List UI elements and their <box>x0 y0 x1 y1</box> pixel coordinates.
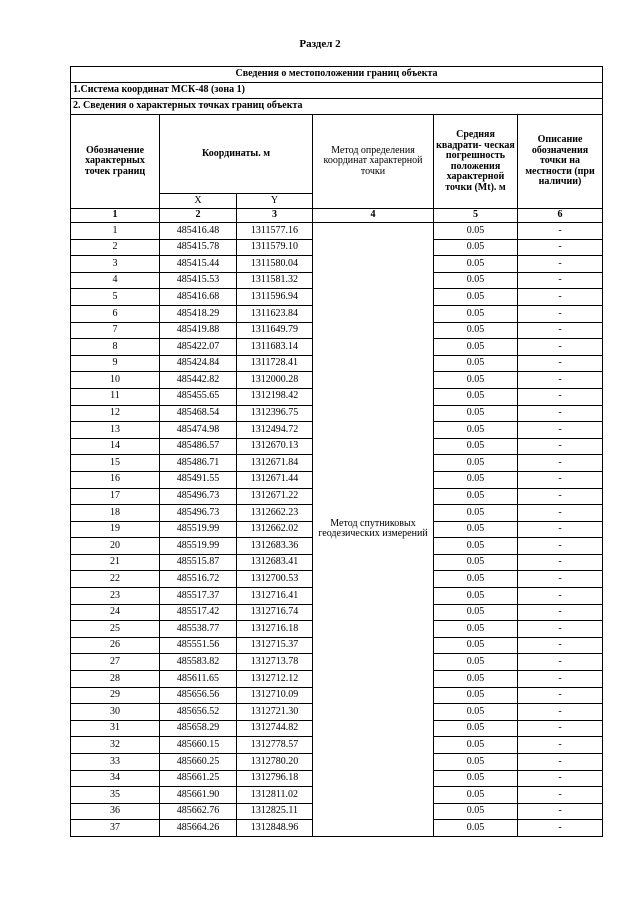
header-error: Средняя квадрати- ческая погрешность положения характерной точки (Mt). м <box>434 115 518 209</box>
point-description: - <box>518 571 603 588</box>
coord-x: 485419.88 <box>160 322 237 339</box>
table-caption: Сведения о местоположении границ объекта <box>71 67 603 83</box>
coord-x: 485496.73 <box>160 505 237 522</box>
error-value: 0.05 <box>434 637 518 654</box>
point-description: - <box>518 704 603 721</box>
column-number: 6 <box>518 209 603 223</box>
point-number: 35 <box>71 787 160 804</box>
error-value: 0.05 <box>434 455 518 472</box>
point-description: - <box>518 754 603 771</box>
point-number: 6 <box>71 305 160 322</box>
error-value: 0.05 <box>434 754 518 771</box>
point-number: 17 <box>71 488 160 505</box>
point-description: - <box>518 388 603 405</box>
error-value: 0.05 <box>434 720 518 737</box>
header-x: X <box>160 194 237 209</box>
coord-y: 1312710.09 <box>237 687 313 704</box>
coord-y: 1312721.30 <box>237 704 313 721</box>
error-value: 0.05 <box>434 239 518 256</box>
error-value: 0.05 <box>434 588 518 605</box>
point-number: 20 <box>71 538 160 555</box>
point-number: 25 <box>71 621 160 638</box>
coord-y: 1312700.53 <box>237 571 313 588</box>
error-value: 0.05 <box>434 289 518 306</box>
point-description: - <box>518 455 603 472</box>
error-value: 0.05 <box>434 604 518 621</box>
coord-y: 1312715.37 <box>237 637 313 654</box>
column-number: 1 <box>71 209 160 223</box>
coord-x: 485664.26 <box>160 820 237 837</box>
point-description: - <box>518 372 603 389</box>
coord-y: 1312778.57 <box>237 737 313 754</box>
coord-x: 485442.82 <box>160 372 237 389</box>
coord-x: 485538.77 <box>160 621 237 638</box>
coord-y: 1312671.84 <box>237 455 313 472</box>
point-number: 1 <box>71 223 160 240</box>
error-value: 0.05 <box>434 737 518 754</box>
point-number: 23 <box>71 588 160 605</box>
point-description: - <box>518 521 603 538</box>
coord-x: 485517.37 <box>160 588 237 605</box>
coord-x: 485658.29 <box>160 720 237 737</box>
point-description: - <box>518 305 603 322</box>
point-number: 12 <box>71 405 160 422</box>
point-number: 16 <box>71 471 160 488</box>
coord-x: 485486.57 <box>160 438 237 455</box>
coordinate-system-row: 1.Система координат МСК-48 (зона 1) <box>71 83 603 99</box>
point-description: - <box>518 720 603 737</box>
point-description: - <box>518 770 603 787</box>
error-value: 0.05 <box>434 505 518 522</box>
error-value: 0.05 <box>434 571 518 588</box>
coord-x: 485660.15 <box>160 737 237 754</box>
error-value: 0.05 <box>434 272 518 289</box>
error-value: 0.05 <box>434 538 518 555</box>
point-description: - <box>518 588 603 605</box>
error-value: 0.05 <box>434 554 518 571</box>
coord-y: 1312825.11 <box>237 803 313 820</box>
method-cell: Метод спутниковых геодезических измерений <box>313 223 434 837</box>
point-number: 13 <box>71 422 160 439</box>
header-point: Обозначение характерных точек границ <box>71 115 160 209</box>
point-description: - <box>518 405 603 422</box>
error-value: 0.05 <box>434 521 518 538</box>
coord-x: 485517.42 <box>160 604 237 621</box>
coord-x: 485656.52 <box>160 704 237 721</box>
point-number: 10 <box>71 372 160 389</box>
coord-y: 1312848.96 <box>237 820 313 837</box>
coord-y: 1311683.14 <box>237 339 313 356</box>
error-value: 0.05 <box>434 388 518 405</box>
point-description: - <box>518 355 603 372</box>
point-number: 2 <box>71 239 160 256</box>
error-value: 0.05 <box>434 355 518 372</box>
coord-x: 485519.99 <box>160 538 237 555</box>
column-number: 2 <box>160 209 237 223</box>
point-description: - <box>518 505 603 522</box>
point-description: - <box>518 637 603 654</box>
coord-x: 485662.76 <box>160 803 237 820</box>
header-method: Метод определения координат характерной точки <box>313 115 434 209</box>
error-value: 0.05 <box>434 671 518 688</box>
point-number: 22 <box>71 571 160 588</box>
point-description: - <box>518 621 603 638</box>
point-description: - <box>518 787 603 804</box>
coord-x: 485474.98 <box>160 422 237 439</box>
point-number: 37 <box>71 820 160 837</box>
coord-x: 485415.53 <box>160 272 237 289</box>
point-number: 18 <box>71 505 160 522</box>
error-value: 0.05 <box>434 405 518 422</box>
point-number: 33 <box>71 754 160 771</box>
coord-y: 1312494.72 <box>237 422 313 439</box>
coord-y: 1312683.36 <box>237 538 313 555</box>
coord-y: 1312796.18 <box>237 770 313 787</box>
error-value: 0.05 <box>434 422 518 439</box>
error-value: 0.05 <box>434 687 518 704</box>
error-value: 0.05 <box>434 820 518 837</box>
point-description: - <box>518 654 603 671</box>
coord-y: 1312744.82 <box>237 720 313 737</box>
coord-y: 1312716.41 <box>237 588 313 605</box>
point-description: - <box>518 687 603 704</box>
coord-x: 485496.73 <box>160 488 237 505</box>
coord-x: 485519.99 <box>160 521 237 538</box>
point-description: - <box>518 554 603 571</box>
header-description: Описание обозначения точки на местности (при наличии) <box>518 115 603 209</box>
point-description: - <box>518 488 603 505</box>
point-description: - <box>518 322 603 339</box>
coord-x: 485515.87 <box>160 554 237 571</box>
point-number: 27 <box>71 654 160 671</box>
coord-y: 1312662.02 <box>237 521 313 538</box>
point-description: - <box>518 471 603 488</box>
coord-y: 1311596.94 <box>237 289 313 306</box>
error-value: 0.05 <box>434 654 518 671</box>
point-description: - <box>518 671 603 688</box>
error-value: 0.05 <box>434 305 518 322</box>
point-description: - <box>518 737 603 754</box>
points-caption-row: 2. Сведения о характерных точках границ объекта <box>71 99 603 115</box>
table-body <box>71 223 603 837</box>
coord-y: 1312396.75 <box>237 405 313 422</box>
coord-x: 485424.84 <box>160 355 237 372</box>
error-value: 0.05 <box>434 621 518 638</box>
coord-y: 1311580.04 <box>237 256 313 273</box>
coord-y: 1311579.10 <box>237 239 313 256</box>
point-description: - <box>518 239 603 256</box>
point-description: - <box>518 256 603 273</box>
error-value: 0.05 <box>434 770 518 787</box>
coord-y: 1312000.28 <box>237 372 313 389</box>
coord-x: 485416.68 <box>160 289 237 306</box>
coord-y: 1312662.23 <box>237 505 313 522</box>
error-value: 0.05 <box>434 372 518 389</box>
error-value: 0.05 <box>434 787 518 804</box>
error-value: 0.05 <box>434 488 518 505</box>
point-number: 15 <box>71 455 160 472</box>
column-number: 5 <box>434 209 518 223</box>
point-number: 31 <box>71 720 160 737</box>
coord-y: 1312670.13 <box>237 438 313 455</box>
point-description: - <box>518 272 603 289</box>
coord-y: 1312712.12 <box>237 671 313 688</box>
point-number: 19 <box>71 521 160 538</box>
point-number: 8 <box>71 339 160 356</box>
error-value: 0.05 <box>434 339 518 356</box>
point-number: 11 <box>71 388 160 405</box>
coord-x: 485415.44 <box>160 256 237 273</box>
coord-y: 1312713.78 <box>237 654 313 671</box>
point-number: 3 <box>71 256 160 273</box>
coord-x: 485661.90 <box>160 787 237 804</box>
coord-x: 485660.25 <box>160 754 237 771</box>
coord-y: 1312716.18 <box>237 621 313 638</box>
coord-x: 485491.55 <box>160 471 237 488</box>
coord-x: 485661.25 <box>160 770 237 787</box>
coord-y: 1312198.42 <box>237 388 313 405</box>
point-number: 7 <box>71 322 160 339</box>
coord-y: 1311581.32 <box>237 272 313 289</box>
point-number: 14 <box>71 438 160 455</box>
coord-y: 1312671.44 <box>237 471 313 488</box>
coord-x: 485468.54 <box>160 405 237 422</box>
error-value: 0.05 <box>434 704 518 721</box>
point-number: 26 <box>71 637 160 654</box>
coord-x: 485611.65 <box>160 671 237 688</box>
coord-y: 1311728.41 <box>237 355 313 372</box>
point-description: - <box>518 223 603 240</box>
point-number: 34 <box>71 770 160 787</box>
coord-y: 1312683.41 <box>237 554 313 571</box>
coord-x: 485486.71 <box>160 455 237 472</box>
coord-x: 485422.07 <box>160 339 237 356</box>
coord-x: 485516.72 <box>160 571 237 588</box>
coord-y: 1311649.79 <box>237 322 313 339</box>
point-number: 5 <box>71 289 160 306</box>
table-row <box>71 223 603 240</box>
header-coordinates: Координаты. м <box>160 115 313 194</box>
point-number: 4 <box>71 272 160 289</box>
point-description: - <box>518 820 603 837</box>
point-number: 32 <box>71 737 160 754</box>
point-description: - <box>518 438 603 455</box>
coord-x: 485415.78 <box>160 239 237 256</box>
coord-x: 485551.56 <box>160 637 237 654</box>
point-description: - <box>518 422 603 439</box>
point-description: - <box>518 803 603 820</box>
coord-x: 485455.65 <box>160 388 237 405</box>
point-number: 30 <box>71 704 160 721</box>
point-number: 29 <box>71 687 160 704</box>
error-value: 0.05 <box>434 438 518 455</box>
point-description: - <box>518 538 603 555</box>
point-number: 21 <box>71 554 160 571</box>
error-value: 0.05 <box>434 471 518 488</box>
point-number: 9 <box>71 355 160 372</box>
point-number: 28 <box>71 671 160 688</box>
point-number: 36 <box>71 803 160 820</box>
coord-x: 485656.56 <box>160 687 237 704</box>
error-value: 0.05 <box>434 256 518 273</box>
column-number: 4 <box>313 209 434 223</box>
error-value: 0.05 <box>434 803 518 820</box>
column-number: 3 <box>237 209 313 223</box>
coord-x: 485418.29 <box>160 305 237 322</box>
error-value: 0.05 <box>434 223 518 240</box>
coord-y: 1312811.02 <box>237 787 313 804</box>
coord-y: 1311623.84 <box>237 305 313 322</box>
point-description: - <box>518 339 603 356</box>
coord-y: 1312716.74 <box>237 604 313 621</box>
section-title: Раздел 2 <box>299 38 341 50</box>
point-description: - <box>518 604 603 621</box>
coord-y: 1312780.20 <box>237 754 313 771</box>
error-value: 0.05 <box>434 322 518 339</box>
point-description: - <box>518 289 603 306</box>
boundary-points-table <box>70 66 603 837</box>
coord-x: 485416.48 <box>160 223 237 240</box>
point-number: 24 <box>71 604 160 621</box>
coord-x: 485583.82 <box>160 654 237 671</box>
header-y: Y <box>237 194 313 209</box>
coord-y: 1311577.16 <box>237 223 313 240</box>
coord-y: 1312671.22 <box>237 488 313 505</box>
